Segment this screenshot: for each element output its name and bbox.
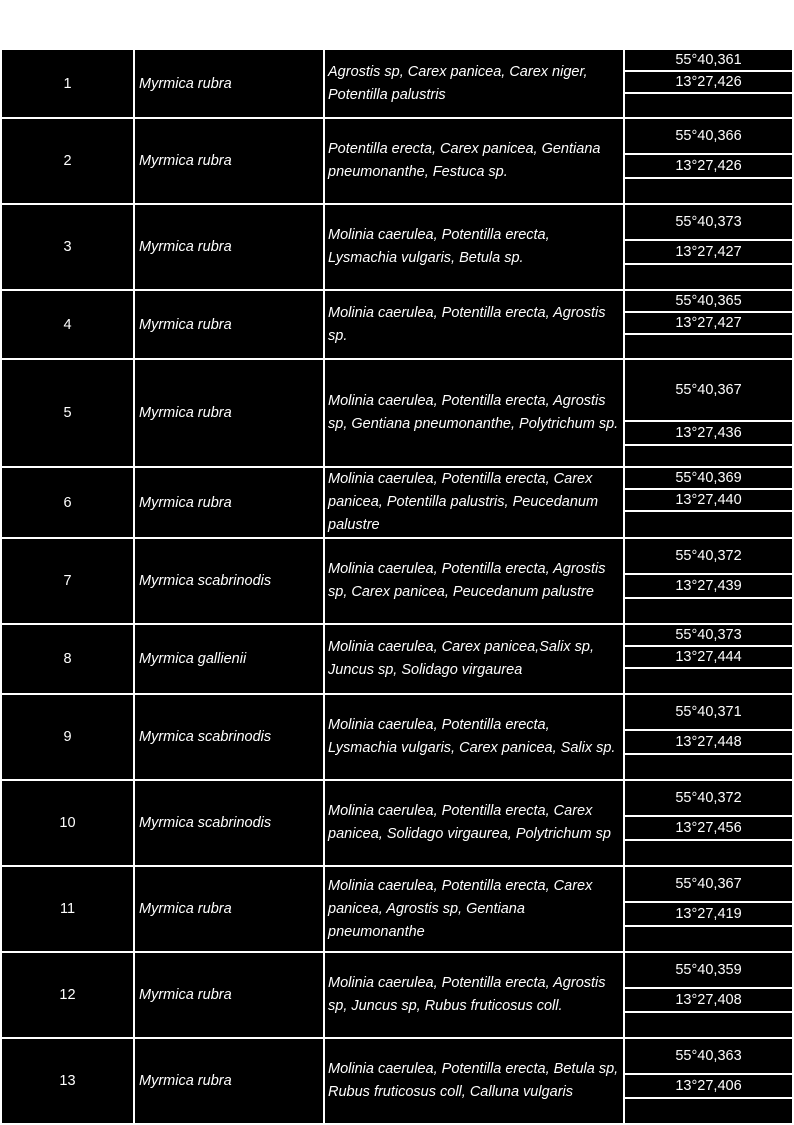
longitude-value: 13°27,439 [625, 575, 792, 599]
coordinates-stack [625, 1039, 792, 1123]
table-row [1, 866, 793, 952]
coordinates-cell [624, 538, 793, 624]
ant-species-cell: Myrmica rubra [134, 204, 324, 290]
table-row [1, 49, 793, 118]
longitude-value: 13°27,427 [625, 241, 792, 265]
ant-species-cell: Myrmica scabrinodis [134, 780, 324, 866]
latitude-value: 55°40,373 [625, 205, 792, 241]
sample-number-cell: 9 [1, 694, 134, 780]
coordinates-cell [624, 866, 793, 952]
vegetation-cell: Molinia caerulea, Potentilla erecta, Carex panicea, Potentilla palustris, Peucedanum palustre [324, 467, 624, 538]
coordinates-stack [625, 539, 792, 623]
latitude-value: 55°40,365 [625, 291, 792, 313]
table-row [1, 204, 793, 290]
table-row [1, 694, 793, 780]
table-row [1, 118, 793, 204]
latitude-value: 55°40,366 [625, 119, 792, 155]
coordinates-cell [624, 359, 793, 467]
vegetation-cell: Molinia caerulea, Potentilla erecta, Lysmachia vulgaris, Carex panicea, Salix sp. [324, 694, 624, 780]
coordinates-cell [624, 694, 793, 780]
latitude-value: 55°40,372 [625, 781, 792, 817]
latitude-value: 55°40,361 [625, 50, 792, 72]
vegetation-cell: Molinia caerulea, Carex panicea,Salix sp, Juncus sp, Solidago virgaurea [324, 624, 624, 694]
ant-species-cell: Myrmica rubra [134, 118, 324, 204]
latitude-value: 55°40,373 [625, 625, 792, 647]
coordinates-cell [624, 467, 793, 538]
sampling-table-sheet [0, 46, 792, 1123]
latitude-value: 55°40,371 [625, 695, 792, 731]
sample-number-cell: 4 [1, 290, 134, 359]
coordinates-stack [625, 468, 792, 537]
sample-number-cell: 7 [1, 538, 134, 624]
coordinates-stack [625, 625, 792, 693]
ant-species-cell: Myrmica rubra [134, 49, 324, 118]
coordinates-stack [625, 867, 792, 951]
longitude-value: 13°27,419 [625, 903, 792, 927]
sample-number-cell: 8 [1, 624, 134, 694]
vegetation-cell: Molinia caerulea, Potentilla erecta, Betula sp, Rubus fruticosus coll, Calluna vulgaris [324, 1038, 624, 1124]
table-row [1, 467, 793, 538]
sample-number-cell: 5 [1, 359, 134, 467]
latitude-value: 55°40,367 [625, 867, 792, 903]
sample-number-cell: 12 [1, 952, 134, 1038]
coordinates-cell [624, 780, 793, 866]
latitude-value: 55°40,363 [625, 1039, 792, 1075]
ant-species-cell: Myrmica gallienii [134, 624, 324, 694]
vegetation-cell: Agrostis sp, Carex panicea, Carex niger, Potentilla palustris [324, 49, 624, 118]
table-row [1, 359, 793, 467]
coordinates-stack [625, 205, 792, 289]
coordinates-stack [625, 360, 792, 466]
longitude-value: 13°27,426 [625, 155, 792, 179]
ant-species-cell: Myrmica scabrinodis [134, 538, 324, 624]
coordinates-cell [624, 290, 793, 359]
longitude-value: 13°27,448 [625, 731, 792, 755]
longitude-value: 13°27,406 [625, 1075, 792, 1099]
latitude-value: 55°40,359 [625, 953, 792, 989]
table-row [1, 952, 793, 1038]
vegetation-cell: Molinia caerulea, Potentilla erecta, Agrostis sp, Juncus sp, Rubus fruticosus coll. [324, 952, 624, 1038]
ant-species-cell: Myrmica rubra [134, 866, 324, 952]
table-row [1, 624, 793, 694]
coordinates-stack [625, 291, 792, 358]
latitude-value: 55°40,367 [625, 360, 792, 422]
sample-number-cell: 10 [1, 780, 134, 866]
coordinates-stack [625, 953, 792, 1037]
coordinates-stack [625, 695, 792, 779]
coordinates-stack [625, 781, 792, 865]
ant-species-cell: Myrmica rubra [134, 1038, 324, 1124]
longitude-value: 13°27,436 [625, 422, 792, 446]
table-row [1, 538, 793, 624]
ant-species-cell: Myrmica rubra [134, 952, 324, 1038]
coordinates-cell [624, 1038, 793, 1124]
longitude-value: 13°27,426 [625, 72, 792, 94]
ant-species-cell: Myrmica rubra [134, 467, 324, 538]
coordinates-cell [624, 204, 793, 290]
longitude-value: 13°27,408 [625, 989, 792, 1013]
table-row [1, 290, 793, 359]
sample-number-cell: 2 [1, 118, 134, 204]
sample-number-cell: 3 [1, 204, 134, 290]
sample-number-cell: 11 [1, 866, 134, 952]
table-body [1, 49, 793, 1124]
latitude-value: 55°40,372 [625, 539, 792, 575]
sample-number-cell: 1 [1, 49, 134, 118]
vegetation-cell: Potentilla erecta, Carex panicea, Gentiana pneumonanthe, Festuca sp. [324, 118, 624, 204]
longitude-value: 13°27,456 [625, 817, 792, 841]
vegetation-cell: Molinia caerulea, Potentilla erecta, Agrostis sp, Gentiana pneumonanthe, Polytrichum sp. [324, 359, 624, 467]
sampling-sites-table [0, 48, 794, 1125]
vegetation-cell: Molinia caerulea, Potentilla erecta, Lysmachia vulgaris, Betula sp. [324, 204, 624, 290]
ant-species-cell: Myrmica rubra [134, 359, 324, 467]
vegetation-cell: Molinia caerulea, Potentilla erecta, Carex panicea, Agrostis sp, Gentiana pneumonanthe [324, 866, 624, 952]
sample-number-cell: 6 [1, 467, 134, 538]
ant-species-cell: Myrmica rubra [134, 290, 324, 359]
table-row [1, 780, 793, 866]
coordinates-cell [624, 624, 793, 694]
coordinates-stack [625, 119, 792, 203]
sample-number-cell: 13 [1, 1038, 134, 1124]
longitude-value: 13°27,444 [625, 647, 792, 669]
coordinates-cell [624, 49, 793, 118]
latitude-value: 55°40,369 [625, 468, 792, 490]
coordinates-cell [624, 118, 793, 204]
vegetation-cell: Molinia caerulea, Potentilla erecta, Carex panicea, Solidago virgaurea, Polytrichum sp [324, 780, 624, 866]
longitude-value: 13°27,440 [625, 490, 792, 512]
longitude-value: 13°27,427 [625, 313, 792, 335]
vegetation-cell: Molinia caerulea, Potentilla erecta, Agrostis sp. [324, 290, 624, 359]
coordinates-stack [625, 50, 792, 117]
table-row [1, 1038, 793, 1124]
ant-species-cell: Myrmica scabrinodis [134, 694, 324, 780]
coordinates-cell [624, 952, 793, 1038]
vegetation-cell: Molinia caerulea, Potentilla erecta, Agrostis sp, Carex panicea, Peucedanum palustre [324, 538, 624, 624]
